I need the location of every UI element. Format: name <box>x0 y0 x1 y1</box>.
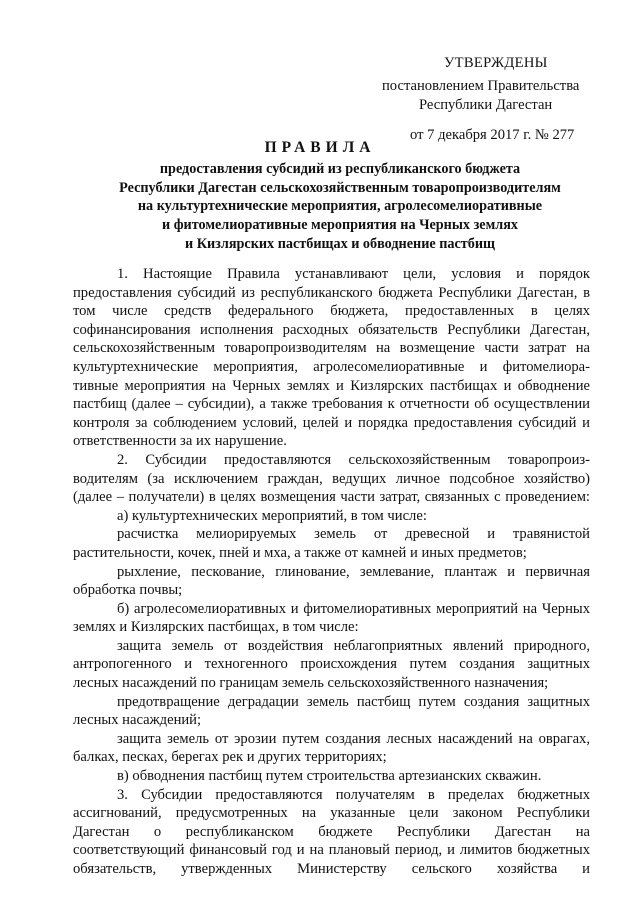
body-line: землях и Кизлярских пастбищах, в том числе: <box>73 619 359 636</box>
subtitle-line: на культуртехнические мероприятия, агролесомелиоративные <box>137 198 543 215</box>
document-title: ПРАВИЛА <box>264 139 376 156</box>
body-line: 2. Субсидии предоставляются сельскохозяйственным товаропроиз- <box>117 451 590 468</box>
body-line: в) обводнения пастбищ путем строительства артезианских скважин. <box>117 768 542 785</box>
body-line: защита земель от эрозии путем создания лесных насаждений на оврагах, <box>117 730 590 747</box>
approval-stamp <box>372 54 622 145</box>
body-line: тивные мероприятия на Черных землях и Кизлярских пастбищах и обводнение <box>73 377 590 394</box>
body-line: обязательств, утвержденных Министерству сельского хозяйства и <box>73 861 590 877</box>
body-line: ассигнований, предусмотренных на указанные цели законом Республики <box>73 805 590 822</box>
approval-decree: постановлением Правительства <box>382 77 580 94</box>
body-line: 3. Субсидии предоставляются получателям в пределах бюджетных <box>117 786 590 803</box>
body-line: лесных насаждений по границам земель сельскохозяйственного назначения; <box>73 675 549 692</box>
approval-date-number: от 7 декабря 2017 г. № 277 <box>410 126 575 143</box>
document-subtitle <box>100 160 580 254</box>
subtitle-line: и фитомелиоративные мероприятия на Черных землях <box>162 217 518 234</box>
body-line: предотвращение деградации земель пастбищ путем создания защитных <box>117 693 590 710</box>
body-line: контроля за соблюдением условий, целей и порядка предоставления субсидий и <box>73 414 590 431</box>
approval-heading: УТВЕРЖДЕНЫ <box>444 55 548 71</box>
body-line: а) культуртехнических мероприятий, в том числе: <box>117 507 427 524</box>
body-line: антропогенного и техногенного происхождения путем создания защитных <box>73 656 590 673</box>
body-line: софинансирования исполнения расходных обязательств Республики Дагестан, <box>73 321 590 338</box>
body-line: рыхление, пескование, глинование, землевание, плантаж и первичная <box>117 563 590 580</box>
body-line: сельскохозяйственным товаропроизводителям на возмещение части затрат на <box>73 340 590 357</box>
subtitle-line: Республики Дагестан сельскохозяйственным товаропроизводителям <box>119 179 561 196</box>
subtitle-line: и Кизлярских пастбищах и обводнение пастбищ <box>185 235 495 252</box>
body-line: соответствующий финансовый год и на плановый период, и лимитов бюджетных <box>73 842 590 859</box>
subtitle-line: предоставления субсидий из республиканского бюджета <box>159 161 521 177</box>
approval-region: Республики Дагестан <box>419 97 553 113</box>
body-line: Дагестан о республиканском бюджете Республики Дагестан на <box>73 823 590 840</box>
body-line: том числе средств федерального бюджета, предоставленных в целях <box>73 303 590 320</box>
body-line: б) агролесомелиоративных и фитомелиоративных мероприятий на Черных <box>117 600 590 617</box>
body-line: культуртехнические мероприятия, агролесомелиоративные и фитомелиора- <box>73 358 590 375</box>
body-line: обработка почвы; <box>73 582 183 599</box>
body-line: защита земель от воздействия неблагоприятных явлений природного, <box>117 637 590 654</box>
body-line: лесных насаждений; <box>73 712 202 729</box>
body-line: расчистка мелиорируемых земель от древесной и травянистой <box>117 526 590 543</box>
body-line: пастбищ (далее – субсидии), а также требования к отчетности об осуществлении <box>73 396 590 413</box>
body-line: водителям (за исключением граждан, ведущих личное подсобное хозяйство) <box>73 470 590 487</box>
body-line: (далее – получатели) в целях возмещения части затрат, связанных с проведением: <box>73 489 590 506</box>
body-line: 1. Настоящие Правила устанавливают цели, условия и порядок <box>117 266 590 282</box>
document-body <box>73 265 590 879</box>
body-line: ответственности за их нарушение. <box>73 433 287 450</box>
body-line: предоставления субсидий из республиканского бюджета Республики Дагестан, в <box>73 284 590 301</box>
body-line: растительности, кочек, пней и мха, а также от камней и иных предметов; <box>73 544 527 561</box>
body-line: балках, песках, берегах рек и других территориях; <box>73 749 387 766</box>
